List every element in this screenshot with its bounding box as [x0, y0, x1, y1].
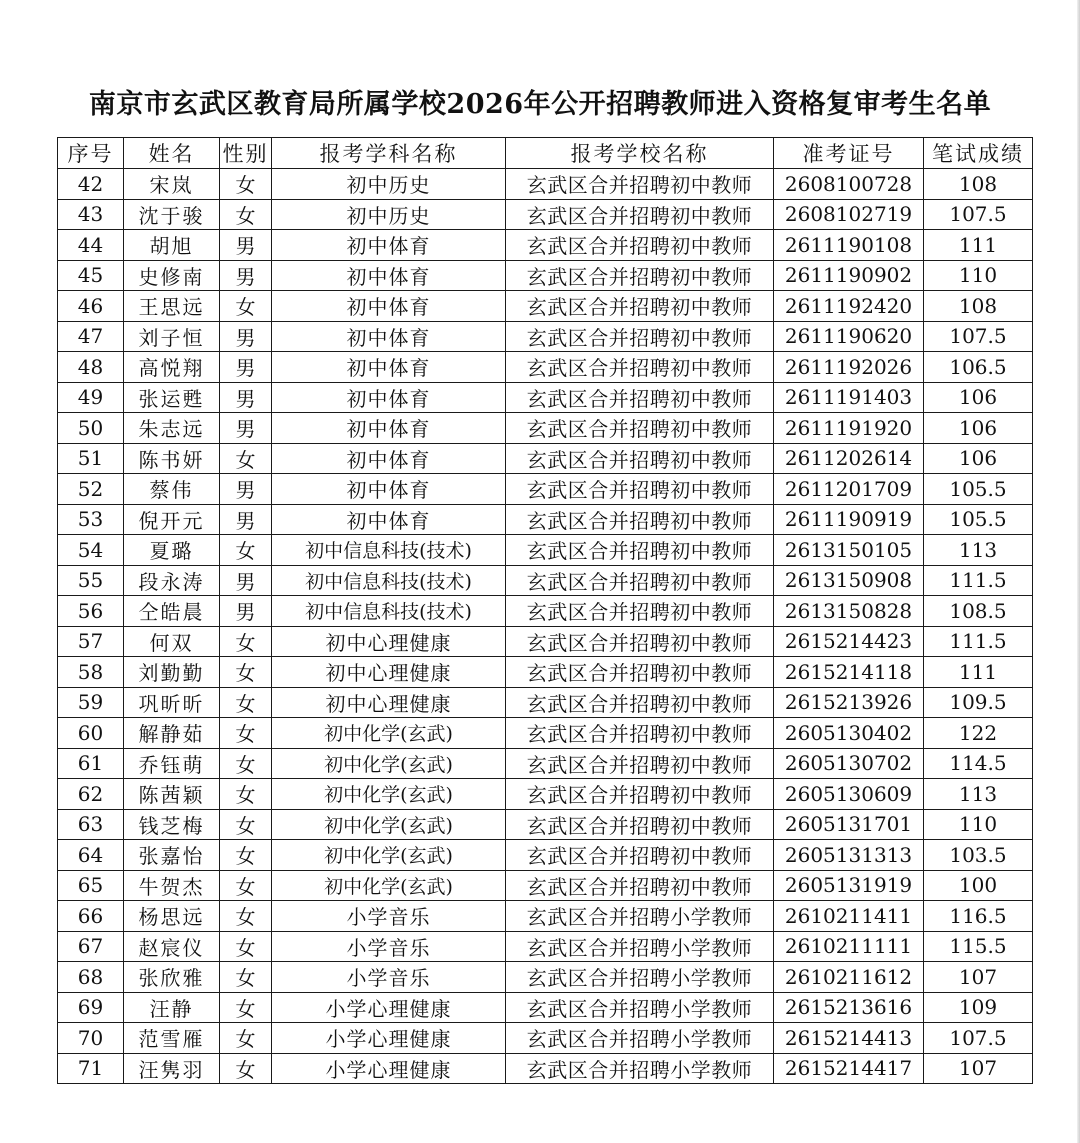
candidate-table	[57, 137, 1033, 1084]
table-row	[58, 931, 1033, 962]
cell-school: 玄武区合并招聘小学教师	[506, 992, 774, 1023]
cell-seq: 59	[58, 687, 124, 718]
cell-seq: 55	[58, 565, 124, 596]
cell-exam-id: 2611190108	[774, 230, 924, 261]
table-row	[58, 535, 1033, 566]
cell-gender: 男	[220, 352, 272, 383]
cell-score: 108.5	[924, 596, 1033, 627]
cell-school: 玄武区合并招聘初中教师	[506, 809, 774, 840]
cell-seq: 50	[58, 413, 124, 444]
cell-name: 杨思远	[124, 901, 220, 932]
cell-exam-id: 2611201709	[774, 474, 924, 505]
cell-exam-id: 2605130609	[774, 779, 924, 810]
cell-score: 113	[924, 779, 1033, 810]
table-row	[58, 779, 1033, 810]
cell-subject: 小学音乐	[272, 901, 506, 932]
cell-seq: 43	[58, 199, 124, 230]
cell-seq: 68	[58, 962, 124, 993]
cell-seq: 58	[58, 657, 124, 688]
cell-school: 玄武区合并招聘小学教师	[506, 931, 774, 962]
cell-seq: 49	[58, 382, 124, 413]
cell-school: 玄武区合并招聘初中教师	[506, 413, 774, 444]
cell-gender: 女	[220, 291, 272, 322]
cell-name: 解静茹	[124, 718, 220, 749]
cell-score: 107.5	[924, 321, 1033, 352]
cell-seq: 53	[58, 504, 124, 535]
cell-gender: 女	[220, 809, 272, 840]
cell-score: 111	[924, 230, 1033, 261]
cell-exam-id: 2605131701	[774, 809, 924, 840]
cell-school: 玄武区合并招聘初中教师	[506, 687, 774, 718]
cell-score: 111.5	[924, 626, 1033, 657]
cell-school: 玄武区合并招聘初中教师	[506, 474, 774, 505]
cell-name: 沈于骏	[124, 199, 220, 230]
cell-school: 玄武区合并招聘小学教师	[506, 962, 774, 993]
cell-school: 玄武区合并招聘初中教师	[506, 565, 774, 596]
cell-seq: 44	[58, 230, 124, 261]
cell-seq: 56	[58, 596, 124, 627]
cell-score: 109.5	[924, 687, 1033, 718]
table-row	[58, 870, 1033, 901]
header-score: 笔试成绩	[924, 138, 1033, 169]
cell-subject: 初中心理健康	[272, 657, 506, 688]
cell-exam-id: 2611192420	[774, 291, 924, 322]
cell-exam-id: 2610211111	[774, 931, 924, 962]
cell-seq: 66	[58, 901, 124, 932]
cell-subject: 初中体育	[272, 474, 506, 505]
cell-gender: 女	[220, 687, 272, 718]
cell-subject: 初中化学(玄武)	[272, 718, 506, 749]
cell-subject: 初中化学(玄武)	[272, 809, 506, 840]
cell-subject: 小学音乐	[272, 962, 506, 993]
table-row	[58, 352, 1033, 383]
cell-name: 史修南	[124, 260, 220, 291]
cell-name: 乔钰萌	[124, 748, 220, 779]
cell-gender: 男	[220, 474, 272, 505]
cell-score: 110	[924, 809, 1033, 840]
table-row	[58, 382, 1033, 413]
cell-gender: 女	[220, 992, 272, 1023]
cell-exam-id: 2611191920	[774, 413, 924, 444]
cell-exam-id: 2610211612	[774, 962, 924, 993]
cell-gender: 女	[220, 779, 272, 810]
cell-score: 108	[924, 169, 1033, 200]
cell-gender: 女	[220, 840, 272, 871]
cell-exam-id: 2615214118	[774, 657, 924, 688]
cell-seq: 52	[58, 474, 124, 505]
cell-seq: 46	[58, 291, 124, 322]
cell-score: 113	[924, 535, 1033, 566]
cell-school: 玄武区合并招聘初中教师	[506, 382, 774, 413]
cell-subject: 初中心理健康	[272, 626, 506, 657]
cell-subject: 初中体育	[272, 291, 506, 322]
cell-exam-id: 2605130402	[774, 718, 924, 749]
cell-exam-id: 2613150828	[774, 596, 924, 627]
cell-name: 王思远	[124, 291, 220, 322]
cell-name: 高悦翔	[124, 352, 220, 383]
cell-subject: 小学音乐	[272, 931, 506, 962]
cell-seq: 65	[58, 870, 124, 901]
cell-name: 宋岚	[124, 169, 220, 200]
cell-score: 122	[924, 718, 1033, 749]
cell-name: 汪隽羽	[124, 1053, 220, 1084]
cell-exam-id: 2605131919	[774, 870, 924, 901]
table-row	[58, 291, 1033, 322]
cell-gender: 女	[220, 535, 272, 566]
cell-score: 111.5	[924, 565, 1033, 596]
cell-name: 仝皓晨	[124, 596, 220, 627]
cell-name: 张欣雅	[124, 962, 220, 993]
table-row	[58, 748, 1033, 779]
cell-gender: 女	[220, 718, 272, 749]
cell-name: 何双	[124, 626, 220, 657]
table-row	[58, 565, 1033, 596]
cell-score: 108	[924, 291, 1033, 322]
cell-subject: 小学心理健康	[272, 1053, 506, 1084]
cell-gender: 男	[220, 504, 272, 535]
cell-seq: 51	[58, 443, 124, 474]
cell-school: 玄武区合并招聘初中教师	[506, 352, 774, 383]
cell-seq: 70	[58, 1023, 124, 1054]
header-seq: 序号	[58, 138, 124, 169]
cell-seq: 61	[58, 748, 124, 779]
cell-subject: 初中化学(玄武)	[272, 748, 506, 779]
table-row	[58, 230, 1033, 261]
table-row	[58, 718, 1033, 749]
cell-exam-id: 2615214417	[774, 1053, 924, 1084]
cell-name: 牛贺杰	[124, 870, 220, 901]
cell-seq: 57	[58, 626, 124, 657]
cell-subject: 小学心理健康	[272, 992, 506, 1023]
cell-exam-id: 2608100728	[774, 169, 924, 200]
table-row	[58, 1053, 1033, 1084]
cell-gender: 男	[220, 260, 272, 291]
cell-subject: 初中化学(玄武)	[272, 840, 506, 871]
cell-seq: 64	[58, 840, 124, 871]
table-row	[58, 443, 1033, 474]
cell-seq: 48	[58, 352, 124, 383]
table-row	[58, 1023, 1033, 1054]
cell-name: 段永涛	[124, 565, 220, 596]
cell-seq: 69	[58, 992, 124, 1023]
cell-subject: 初中体育	[272, 321, 506, 352]
cell-school: 玄武区合并招聘初中教师	[506, 748, 774, 779]
cell-score: 107.5	[924, 199, 1033, 230]
cell-school: 玄武区合并招聘初中教师	[506, 260, 774, 291]
cell-gender: 男	[220, 382, 272, 413]
cell-exam-id: 2613150908	[774, 565, 924, 596]
table-row	[58, 596, 1033, 627]
cell-name: 刘子恒	[124, 321, 220, 352]
cell-subject: 初中心理健康	[272, 687, 506, 718]
cell-score: 115.5	[924, 931, 1033, 962]
cell-subject: 初中体育	[272, 260, 506, 291]
cell-score: 100	[924, 870, 1033, 901]
cell-gender: 女	[220, 169, 272, 200]
document-title: 南京市玄武区教育局所属学校2026年公开招聘教师进入资格复审考生名单	[88, 89, 992, 120]
cell-school: 玄武区合并招聘初中教师	[506, 504, 774, 535]
table-row	[58, 321, 1033, 352]
cell-exam-id: 2615214423	[774, 626, 924, 657]
cell-gender: 男	[220, 565, 272, 596]
table-row	[58, 901, 1033, 932]
cell-score: 111	[924, 657, 1033, 688]
cell-score: 107.5	[924, 1023, 1033, 1054]
cell-seq: 45	[58, 260, 124, 291]
cell-name: 钱芝梅	[124, 809, 220, 840]
cell-school: 玄武区合并招聘初中教师	[506, 718, 774, 749]
table-row	[58, 657, 1033, 688]
cell-school: 玄武区合并招聘初中教师	[506, 779, 774, 810]
cell-gender: 男	[220, 321, 272, 352]
cell-subject: 初中信息科技(技术)	[272, 596, 506, 627]
cell-school: 玄武区合并招聘小学教师	[506, 901, 774, 932]
header-exam-id: 准考证号	[774, 138, 924, 169]
cell-school: 玄武区合并招聘初中教师	[506, 321, 774, 352]
table-body	[58, 169, 1033, 1084]
cell-exam-id: 2611190902	[774, 260, 924, 291]
table-row	[58, 504, 1033, 535]
cell-gender: 女	[220, 199, 272, 230]
cell-subject: 初中体育	[272, 413, 506, 444]
cell-seq: 71	[58, 1053, 124, 1084]
cell-subject: 初中历史	[272, 199, 506, 230]
cell-exam-id: 2611192026	[774, 352, 924, 383]
cell-seq: 54	[58, 535, 124, 566]
cell-subject: 初中信息科技(技术)	[272, 535, 506, 566]
cell-subject: 初中体育	[272, 382, 506, 413]
cell-subject: 初中化学(玄武)	[272, 870, 506, 901]
cell-exam-id: 2611191403	[774, 382, 924, 413]
table-row	[58, 169, 1033, 200]
cell-name: 陈书妍	[124, 443, 220, 474]
cell-gender: 女	[220, 962, 272, 993]
cell-name: 朱志远	[124, 413, 220, 444]
cell-score: 106	[924, 413, 1033, 444]
cell-seq: 67	[58, 931, 124, 962]
cell-school: 玄武区合并招聘初中教师	[506, 626, 774, 657]
cell-school: 玄武区合并招聘初中教师	[506, 535, 774, 566]
cell-gender: 男	[220, 596, 272, 627]
table-row	[58, 199, 1033, 230]
cell-seq: 62	[58, 779, 124, 810]
cell-exam-id: 2605130702	[774, 748, 924, 779]
cell-seq: 63	[58, 809, 124, 840]
cell-school: 玄武区合并招聘初中教师	[506, 840, 774, 871]
cell-subject: 初中信息科技(技术)	[272, 565, 506, 596]
table-row	[58, 687, 1033, 718]
cell-school: 玄武区合并招聘初中教师	[506, 870, 774, 901]
cell-seq: 47	[58, 321, 124, 352]
cell-score: 103.5	[924, 840, 1033, 871]
cell-school: 玄武区合并招聘初中教师	[506, 657, 774, 688]
cell-seq: 42	[58, 169, 124, 200]
cell-exam-id: 2605131313	[774, 840, 924, 871]
cell-gender: 男	[220, 413, 272, 444]
cell-subject: 初中体育	[272, 443, 506, 474]
header-gender: 性别	[220, 138, 272, 169]
cell-school: 玄武区合并招聘初中教师	[506, 596, 774, 627]
table-row	[58, 809, 1033, 840]
cell-name: 张嘉怡	[124, 840, 220, 871]
cell-subject: 初中体育	[272, 230, 506, 261]
header-name: 姓名	[124, 138, 220, 169]
cell-gender: 女	[220, 748, 272, 779]
cell-gender: 女	[220, 931, 272, 962]
header-school: 报考学校名称	[506, 138, 774, 169]
cell-gender: 女	[220, 443, 272, 474]
cell-school: 玄武区合并招聘小学教师	[506, 1023, 774, 1054]
cell-gender: 女	[220, 1023, 272, 1054]
cell-school: 玄武区合并招聘初中教师	[506, 169, 774, 200]
cell-subject: 初中化学(玄武)	[272, 779, 506, 810]
cell-score: 109	[924, 992, 1033, 1023]
cell-exam-id: 2611202614	[774, 443, 924, 474]
cell-name: 陈茜颖	[124, 779, 220, 810]
cell-name: 范雪雁	[124, 1023, 220, 1054]
cell-school: 玄武区合并招聘小学教师	[506, 1053, 774, 1084]
cell-score: 105.5	[924, 504, 1033, 535]
cell-gender: 女	[220, 657, 272, 688]
cell-gender: 女	[220, 1053, 272, 1084]
cell-exam-id: 2615213926	[774, 687, 924, 718]
cell-name: 倪开元	[124, 504, 220, 535]
cell-gender: 男	[220, 230, 272, 261]
cell-score: 107	[924, 1053, 1033, 1084]
header-subject: 报考学科名称	[272, 138, 506, 169]
cell-exam-id: 2615214413	[774, 1023, 924, 1054]
table-row	[58, 962, 1033, 993]
table-row	[58, 413, 1033, 444]
cell-score: 107	[924, 962, 1033, 993]
cell-name: 巩昕昕	[124, 687, 220, 718]
cell-score: 106	[924, 382, 1033, 413]
cell-name: 汪静	[124, 992, 220, 1023]
cell-score: 106	[924, 443, 1033, 474]
cell-name: 刘勤勤	[124, 657, 220, 688]
cell-subject: 小学心理健康	[272, 1023, 506, 1054]
cell-score: 110	[924, 260, 1033, 291]
cell-subject: 初中体育	[272, 352, 506, 383]
cell-exam-id: 2610211411	[774, 901, 924, 932]
cell-gender: 女	[220, 870, 272, 901]
cell-subject: 初中历史	[272, 169, 506, 200]
cell-school: 玄武区合并招聘初中教师	[506, 230, 774, 261]
cell-name: 张运甦	[124, 382, 220, 413]
cell-score: 116.5	[924, 901, 1033, 932]
cell-name: 夏璐	[124, 535, 220, 566]
cell-school: 玄武区合并招聘初中教师	[506, 291, 774, 322]
cell-gender: 女	[220, 626, 272, 657]
cell-score: 105.5	[924, 474, 1033, 505]
cell-exam-id: 2613150105	[774, 535, 924, 566]
cell-seq: 60	[58, 718, 124, 749]
table-row	[58, 626, 1033, 657]
cell-score: 106.5	[924, 352, 1033, 383]
cell-exam-id: 2608102719	[774, 199, 924, 230]
cell-exam-id: 2611190919	[774, 504, 924, 535]
cell-score: 114.5	[924, 748, 1033, 779]
cell-exam-id: 2611190620	[774, 321, 924, 352]
cell-subject: 初中体育	[272, 504, 506, 535]
cell-gender: 女	[220, 901, 272, 932]
table-row	[58, 840, 1033, 871]
cell-name: 蔡伟	[124, 474, 220, 505]
table-row	[58, 260, 1033, 291]
table-row	[58, 992, 1033, 1023]
cell-name: 胡旭	[124, 230, 220, 261]
cell-name: 赵宸仪	[124, 931, 220, 962]
table-header-row	[58, 138, 1033, 169]
table-row	[58, 474, 1033, 505]
cell-school: 玄武区合并招聘初中教师	[506, 199, 774, 230]
cell-exam-id: 2615213616	[774, 992, 924, 1023]
cell-school: 玄武区合并招聘初中教师	[506, 443, 774, 474]
